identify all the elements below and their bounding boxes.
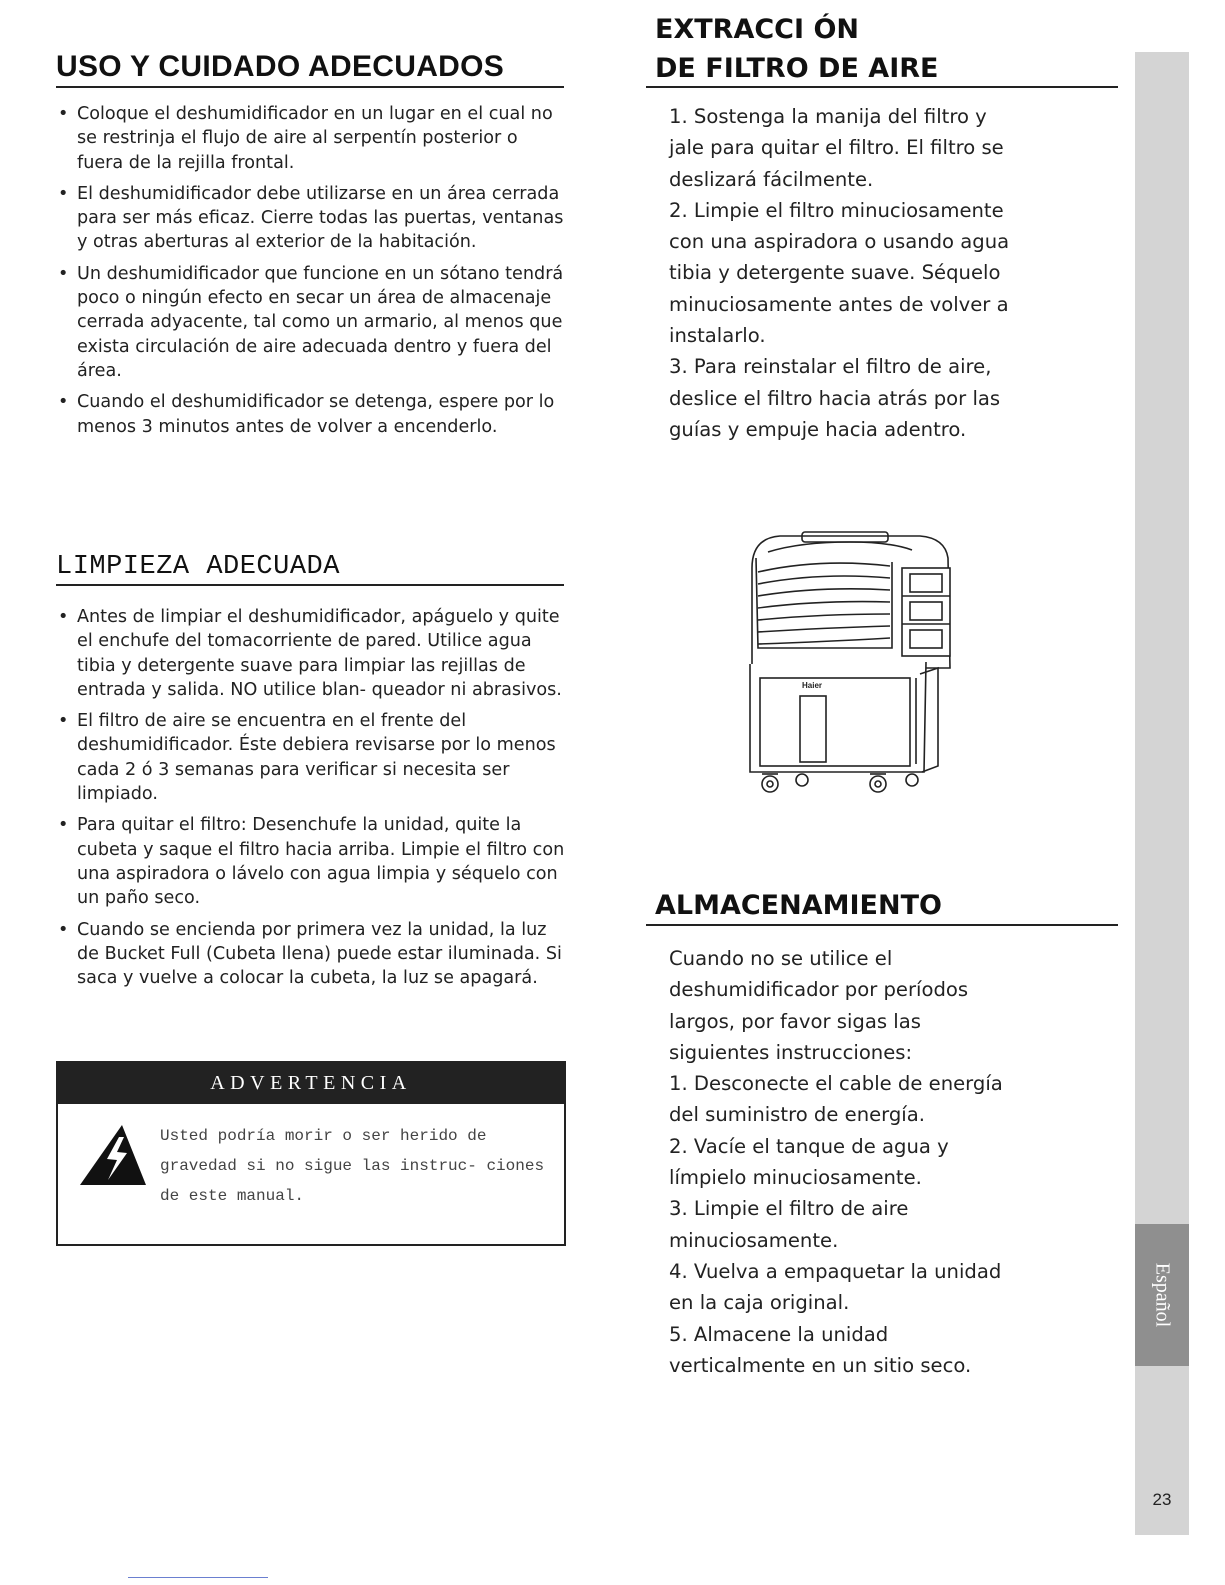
list-item: • Antes de limpiar el deshumidificador, apáguelo y quite el enchufe del tomacorriente de pared. Utilice agua tibia y detergente suave para limpiar las rejillas de entrada y salida. NO utilice blan- queador ni abrasivos. <box>58 605 566 702</box>
section-title-extraccion-line1: EXTRACCI ÓN <box>655 14 859 45</box>
warning-text: Usted podría morir o ser herido de gravedad si no sigue las instruc- ciones de este manual. <box>160 1127 545 1205</box>
uso-bullet-list <box>58 102 566 446</box>
section-title-extraccion-line2: DE FILTRO DE AIRE <box>655 53 939 84</box>
limpieza-bullet-list <box>58 605 566 997</box>
list-item: • Un deshumidificador que funcione en un sótano tendrá poco o ningún efecto en secar un área de almacenaje cerrada adyacente, tal como un armario, al menos que exista circulación de aire adecuada dentro y fuera del área. <box>58 262 566 383</box>
list-item: • Cuando el deshumidificador se detenga, espere por lo menos 3 minutos antes de volver a encenderlo. <box>58 390 566 439</box>
list-item: • Para quitar el filtro: Desenchufe la unidad, quite la cubeta y saque el filtro hacia arriba. Limpie el filtro con una aspiradora o lávelo con agua limpia y séquelo con un paño seco. <box>58 813 566 910</box>
title-rule <box>646 86 1118 88</box>
language-tab-label: Español <box>1151 1262 1174 1328</box>
step-text: 1. Desconecte el cable de energía del suministro de energía. <box>669 1072 1003 1127</box>
step-text: 2. Vacíe el tanque de agua y límpielo minuciosamente. <box>669 1134 949 1190</box>
list-item: • El deshumidificador debe utilizarse en un área cerrada para ser más eficaz. Cierre todas las puertas, ventanas y otras aberturas al exterior de la habitación. <box>58 182 566 255</box>
section-title-almacenamiento: ALMACENAMIENTO <box>655 890 942 921</box>
section-title-uso: USO Y CUIDADO ADECUADOS <box>56 50 505 83</box>
step-text: 3. Para reinstalar el filtro de aire, deslice el filtro hacia atrás por las guías y empuje hacia adentro. <box>669 355 1001 441</box>
intro-text: Cuando no se utilice el deshumidificador por períodos largos, por favor sigas las siguientes instrucciones: <box>669 947 969 1064</box>
list-item: • El filtro de aire se encuentra en el frente del deshumidificador. Éste debiera revisarse por lo menos cada 2 ó 3 semanas para verificar si necesita ser limpiado. <box>58 709 566 806</box>
footer-rule <box>128 1577 268 1578</box>
title-rule <box>646 924 1118 926</box>
warning-title: ADVERTENCIA <box>58 1063 564 1104</box>
page-number: 23 <box>1152 1490 1172 1509</box>
step-text: 1. Sostenga la manija del filtro y jale para quitar el filtro. El filtro se deslizará fácilmente. <box>669 105 1004 191</box>
extraccion-steps <box>669 101 1019 445</box>
electric-hazard-icon <box>78 1123 148 1187</box>
step-text: 3. Limpie el filtro de aire minuciosamente. <box>669 1197 909 1252</box>
dehumidifier-illustration <box>740 528 962 810</box>
brand-logo: Haier <box>802 681 823 690</box>
step-text: 4. Vuelva a empaquetar la unidad en la caja original. <box>669 1259 1002 1315</box>
step-text: 5. Almacene la unidad verticalmente en un sitio seco. <box>669 1322 972 1377</box>
almacenamiento-text <box>669 943 1019 1381</box>
section-title-limpieza: LIMPIEZA ADECUADA <box>56 552 340 582</box>
list-item: • Cuando se encienda por primera vez la unidad, la luz de Bucket Full (Cubeta llena) puede estar iluminada. Si saca y vuelve a colocar la cubeta, la luz se apagará. <box>58 918 566 991</box>
list-item: • Coloque el deshumidificador en un lugar en el cual no se restrinja el flujo de aire al serpentín posterior o fuera de la rejilla frontal. <box>58 102 566 175</box>
title-rule <box>56 86 564 88</box>
warning-box <box>56 1061 566 1246</box>
step-text: 2. Limpie el filtro minuciosamente con una aspiradora o usando agua tibia y detergente suave. Séquelo minuciosamente antes de volver a instalarlo. <box>669 198 1010 348</box>
language-tab <box>1135 1224 1189 1366</box>
title-rule <box>56 584 564 586</box>
